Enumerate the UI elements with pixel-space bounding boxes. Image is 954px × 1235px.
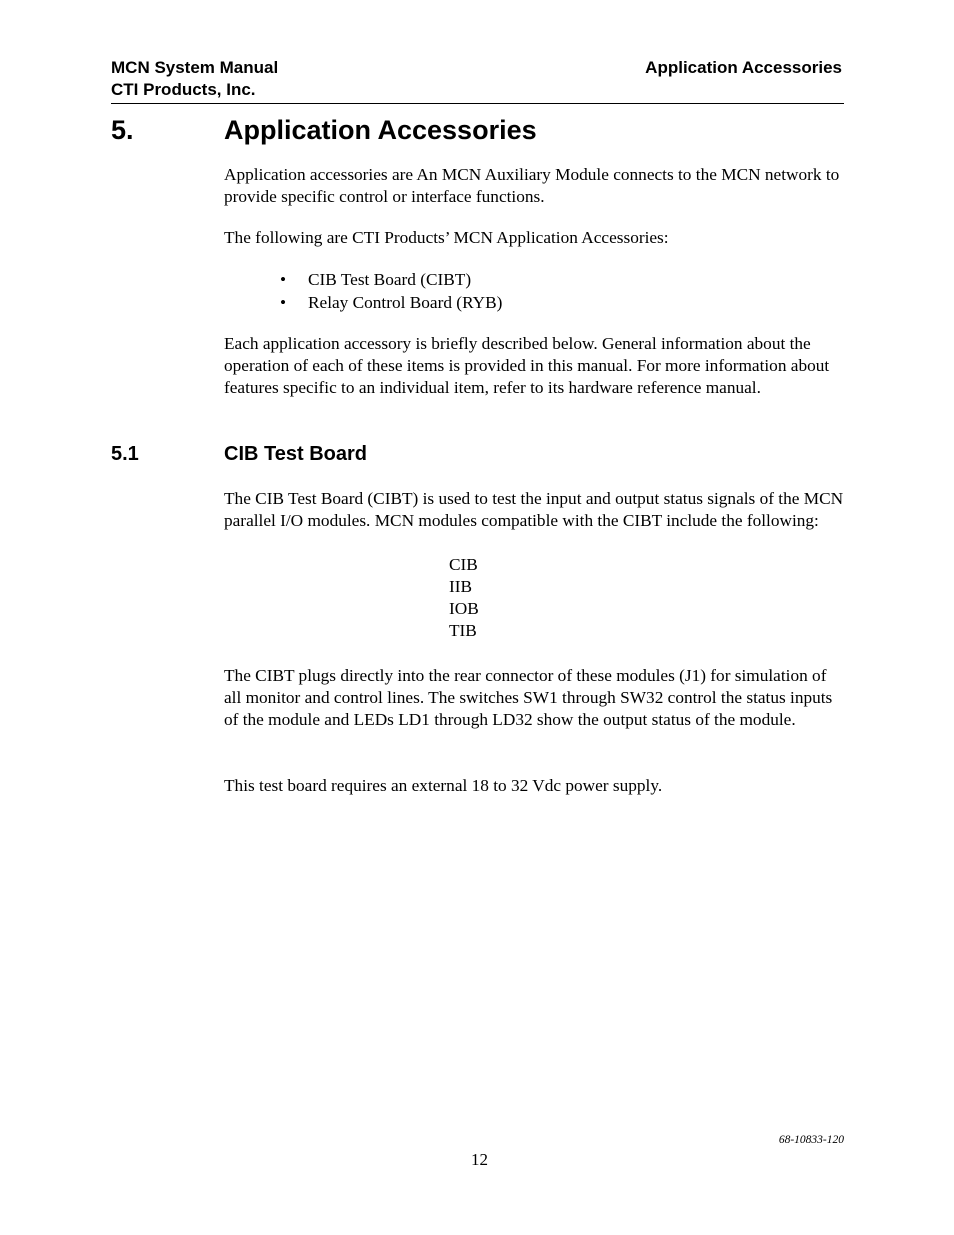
subsection-title: CIB Test Board	[224, 443, 367, 465]
header-section-title: Application Accessories	[645, 58, 842, 77]
module-list-item: CIB	[449, 555, 478, 574]
module-list-item: TIB	[449, 621, 477, 640]
page-number: 12	[471, 1150, 488, 1169]
bullet-icon: •	[280, 293, 287, 312]
list-item-label: CIB Test Board (CIBT)	[308, 270, 472, 289]
section-title: Application Accessories	[224, 115, 537, 145]
header-divider	[111, 103, 844, 104]
cibt-usage-paragraph: The CIBT plugs directly into the rear connector of these modules (J1) for simulation of all monitor and control lines. The switches SW1 through SW32 control the status inputs of the module and LEDs LD1 through LD32 show the output status of the module.	[224, 666, 833, 729]
header-manual-title: MCN System Manual	[111, 58, 279, 77]
subsection-number: 5.1	[111, 443, 139, 465]
section-number: 5.	[111, 115, 134, 145]
bullet-icon: •	[280, 270, 287, 289]
power-supply-paragraph: This test board requires an external 18 to 32 Vdc power supply.	[224, 776, 663, 795]
list-item	[280, 268, 471, 291]
section-summary-paragraph: Each application accessory is briefly described below. General information about the operation of each of these items is provided in this manual. For more information about features specific to an individual item, refer to its hardware reference manual.	[224, 334, 830, 397]
document-number: 68-10833-120	[778, 1134, 844, 1146]
section-intro-paragraph: Application accessories are An MCN Auxiliary Module connects to the MCN network to provide specific control or interface functions.	[224, 165, 840, 206]
cibt-description-paragraph: The CIB Test Board (CIBT) is used to test the input and output status signals of the MCN parallel I/O modules. MCN modules compatible with the CIBT include the following:	[224, 489, 844, 530]
header-company-name: CTI Products, Inc.	[111, 80, 256, 99]
module-list-item: IOB	[449, 599, 479, 618]
accessories-list-intro: The following are CTI Products’ MCN Application Accessories:	[224, 228, 669, 247]
list-item-label: Relay Control Board (RYB)	[308, 293, 503, 312]
list-item	[280, 291, 502, 314]
module-list-item: IIB	[449, 577, 473, 596]
